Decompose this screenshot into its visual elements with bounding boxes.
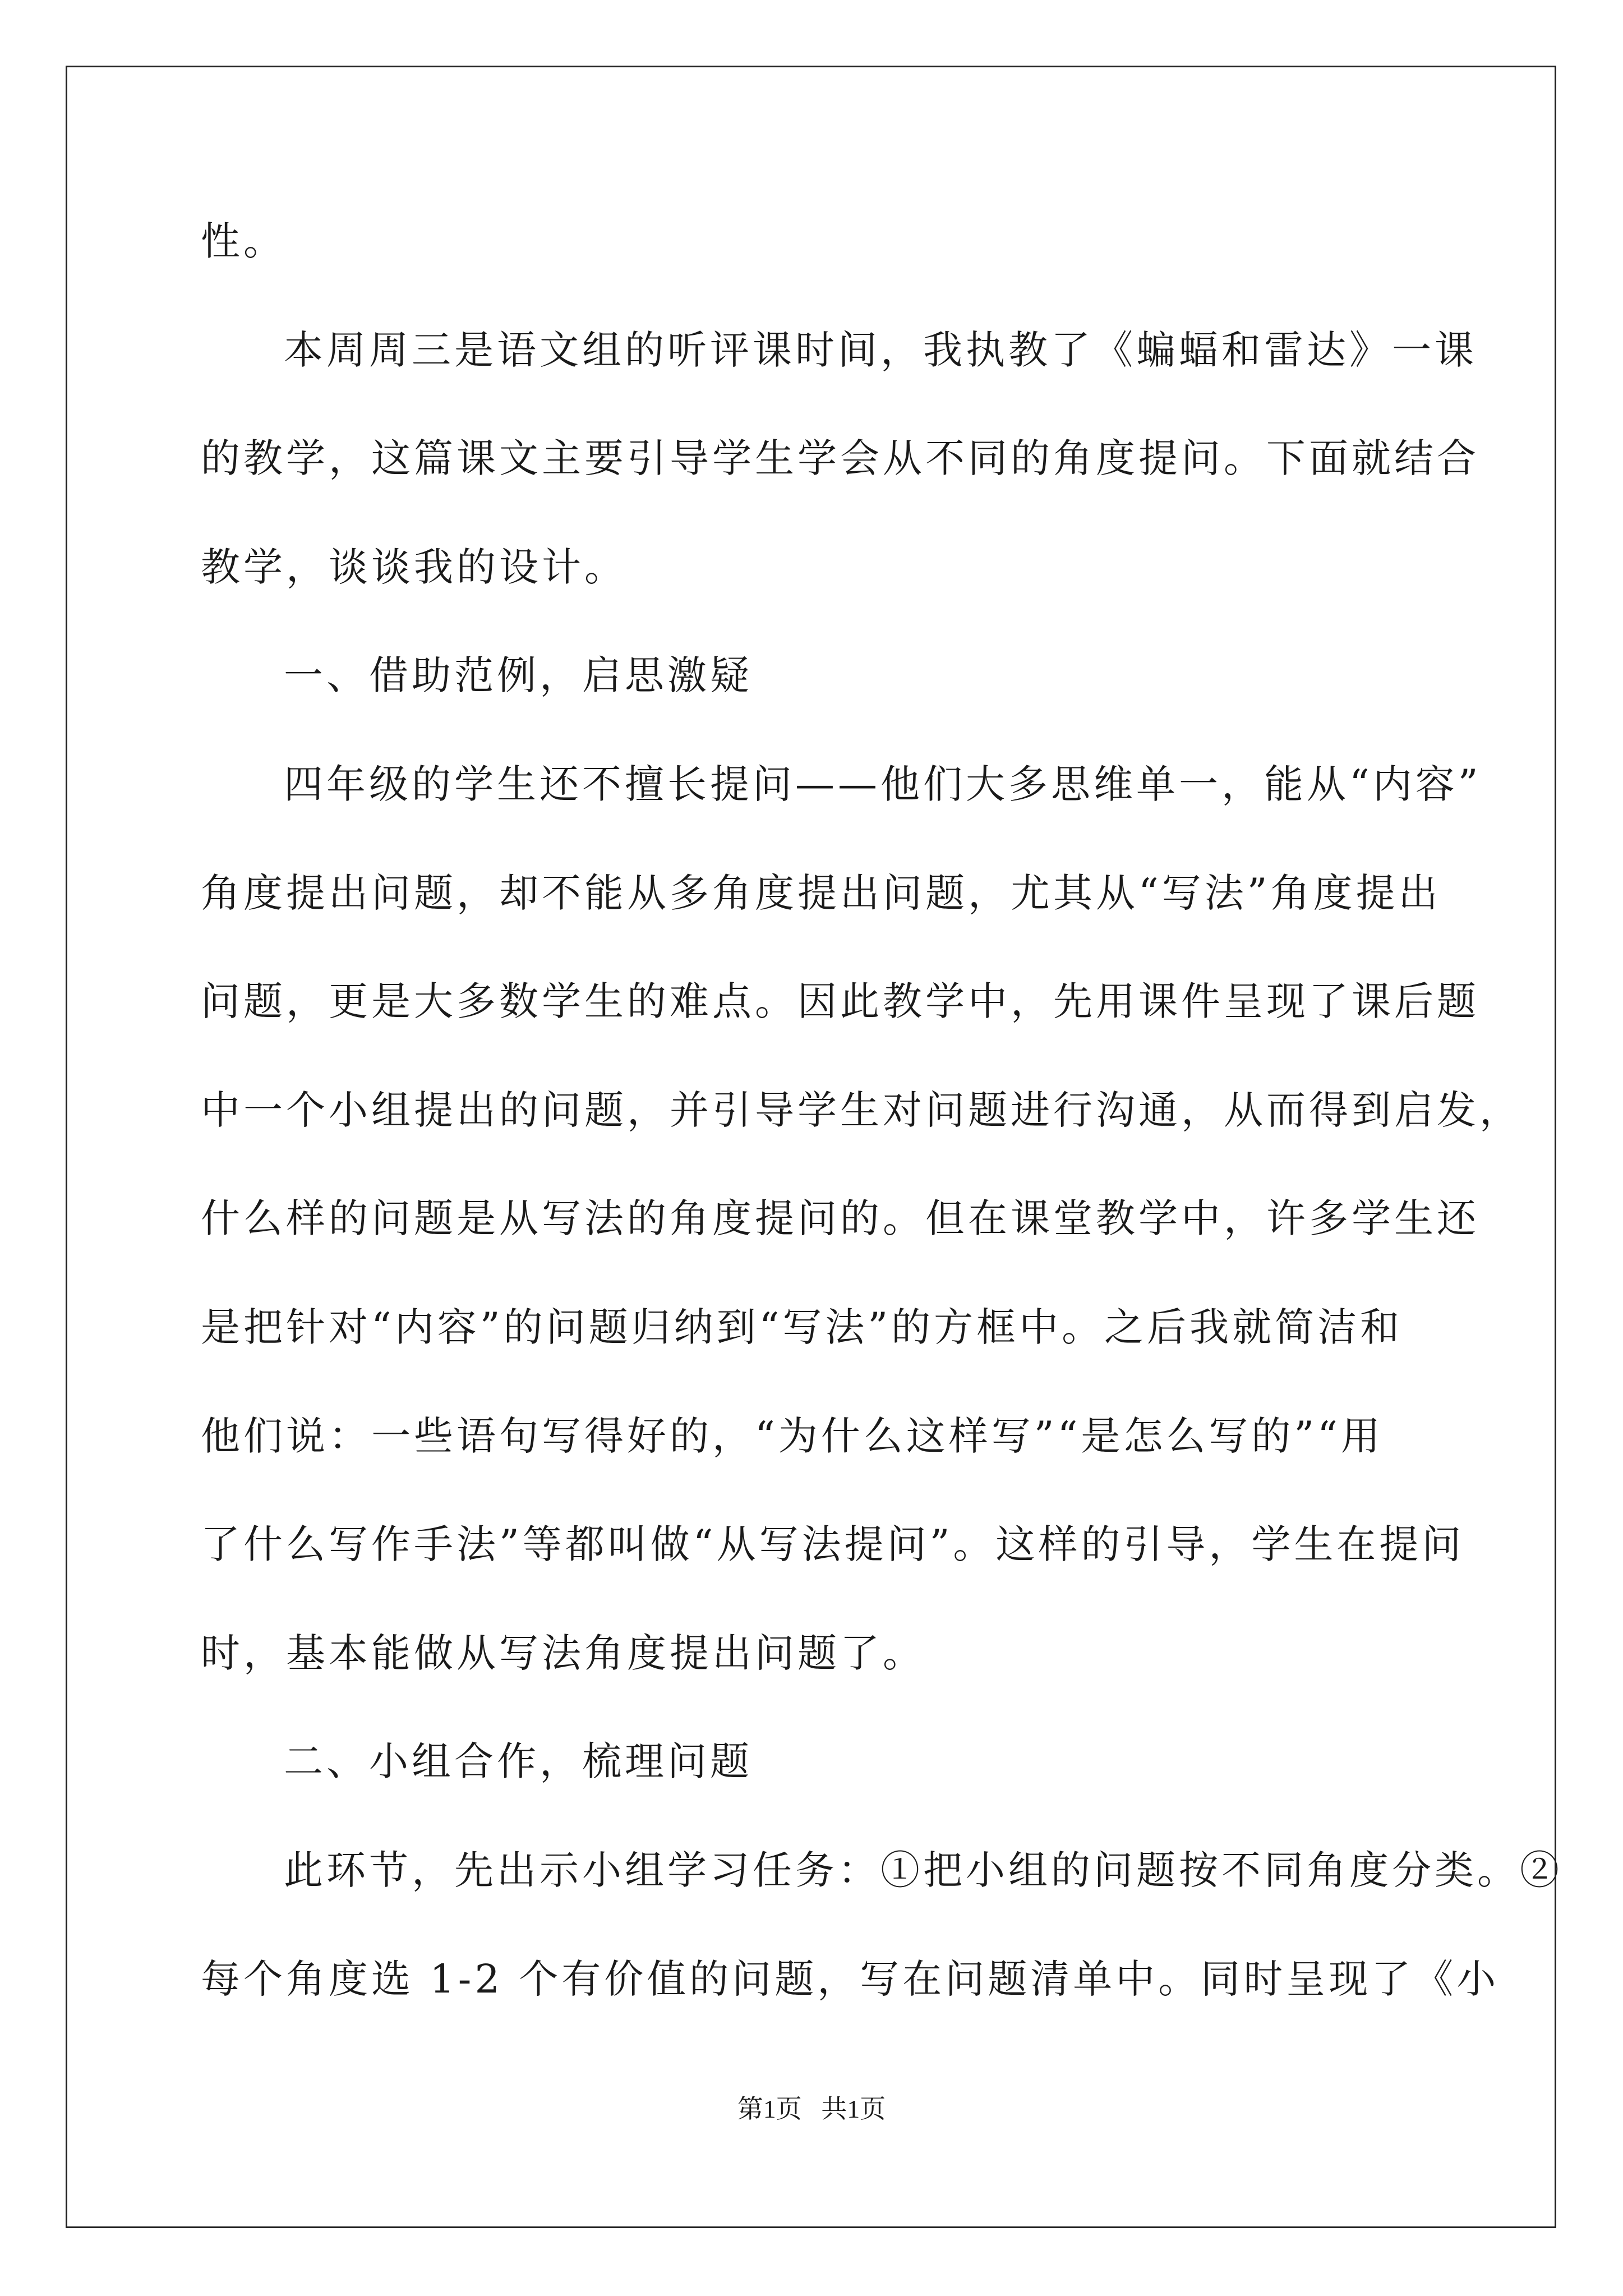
- section-heading: 一、借助范例，启思激疑: [284, 652, 753, 699]
- text-line: 问题，更是大多数学生的难点。因此教学中，先用课件呈现了课后题: [201, 978, 1479, 1025]
- section-heading: 二、小组合作，梳理问题: [284, 1738, 753, 1785]
- text-line: 角度提出问题，却不能从多角度提出问题，尤其从“写法”角度提出: [201, 869, 1441, 916]
- text-line: 中一个小组提出的问题，并引导学生对问题进行沟通，从而得到启发，: [201, 1087, 1522, 1133]
- text-line: 什么样的问题是从写法的角度提问的。但在课堂教学中，许多学生还: [201, 1195, 1479, 1242]
- page-footer: 第1页 共1页: [737, 2095, 886, 2123]
- text-line: 时，基本能做从写法角度提出问题了。: [201, 1630, 925, 1676]
- paragraph-start-line: 本周周三是语文组的听评课时间，我执教了《蝙蝠和雷达》一课: [284, 326, 1477, 373]
- document-body: [201, 205, 1562, 2051]
- paragraph-start-line: 此环节，先出示小组学习任务：①把小组的问题按不同角度分类。②: [284, 1847, 1562, 1893]
- text-line: 的教学，这篇课文主要引导学生学会从不同的角度提问。下面就结合: [201, 435, 1479, 482]
- text-line: 教学，谈谈我的设计。: [201, 544, 627, 590]
- text-line: 他们说：一些语句写得好的，“为什么这样写”“是怎么写的”“用: [201, 1412, 1384, 1459]
- text-line: 性。: [201, 218, 286, 264]
- paragraph-start-line: 四年级的学生还不擅长提问——他们大多思维单一，能从“内容”: [284, 761, 1482, 807]
- text-line: 了什么写作手法”等都叫做“从写法提问”。这样的引导，学生在提问: [201, 1521, 1465, 1568]
- text-line: 是把针对“内容”的问题归纳到“写法”的方框中。之后我就简洁和: [201, 1304, 1403, 1350]
- text-line: 每个角度选 1-2 个有价值的问题，写在问题清单中。同时呈现了《小: [201, 1955, 1500, 2002]
